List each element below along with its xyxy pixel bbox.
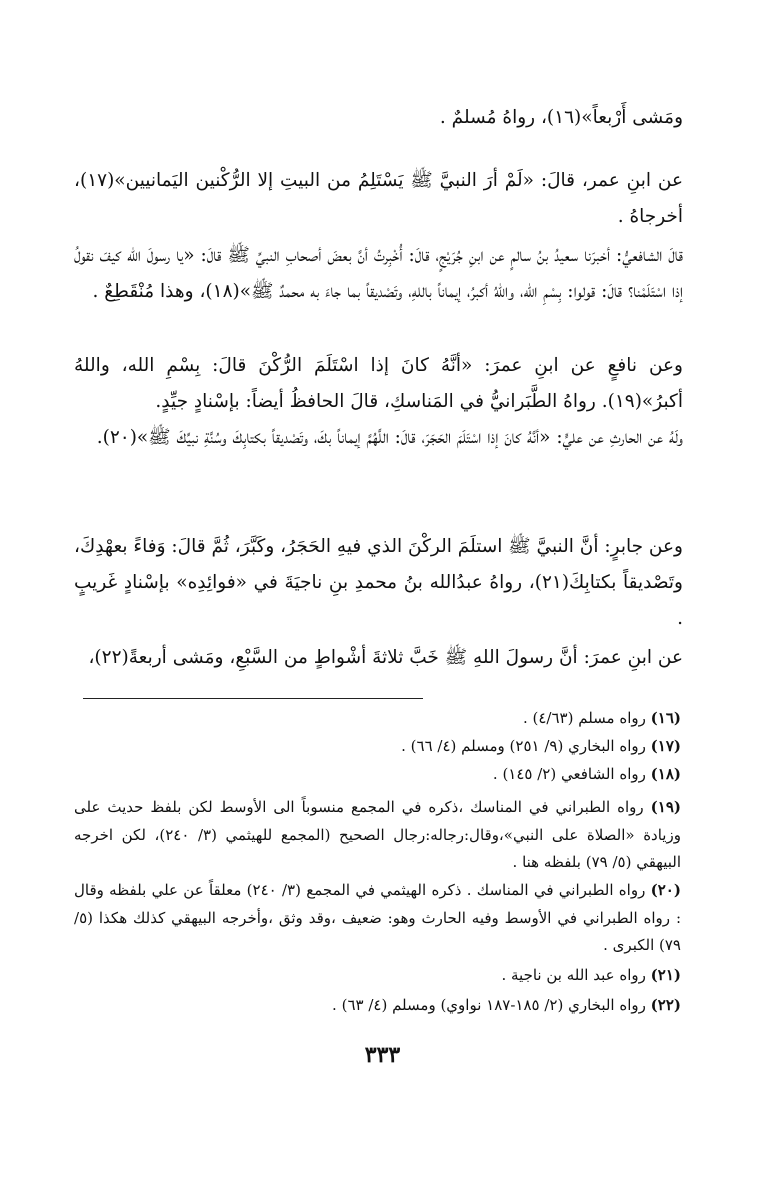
paragraph-ibn-umar-rukn: عن ابنِ عمر، قالَ: «لَمْ أرَ النبيَّ ﷺ يَسْتَلِمُ من البيتِ إلا الرُّكْنين اليَمانيين»(١٧)، أخرجاهُ . — [74, 170, 683, 227]
paragraph-jabir-report: وعن جابرٍ: أنَّ النبيَّ ﷺ استلَمَ الركْنَ الذي فيهِ الحَجَرُ، وكَبَّرَ، ثُمَّ قالَ: وَفاءً بعهْدِكَ، وتَصْديقاً بكتابِكَ(٢١)، رواهُ عبدُالله بنُ محمدِ بنِ ناجيَةَ في «فوائِدِه» بإسْنادٍ غَريبٍ . — [74, 536, 683, 629]
footnote-22 — [74, 992, 681, 1020]
paragraph-nafi-report: وعن نافعٍ عن ابنِ عمرَ: «أنَّهُ كانَ إذا اسْتَلَمَ الرُّكْنَ قالَ: بِسْمِ الله، واللهُ أكبرُ»(١٩). رواهُ الطَّبَرانيُّ في المَناسكِ، قالَ الحافظُ أيضاً: بإسْنادٍ جيِّدٍ. — [74, 355, 683, 412]
footnote-20 — [74, 877, 681, 960]
footnote-18 — [74, 761, 681, 789]
footnote-text: رواه البخاري (٢/ ١٨٥-١٨٧ نواوي) ومسلم (٤/ ٦٣) . — [332, 996, 646, 1014]
paragraph-opening-fragment: ومَشى أَرْبعاً»(١٦)، رواهُ مُسلمٌ . — [439, 107, 683, 128]
footnote-number: (١٩) — [650, 798, 681, 816]
footnote-number: (٢٢) — [650, 996, 681, 1014]
paragraph-harith-ali: ولَهُ عن الحارثِ عن عليٍّ: «أنَّهُ كانَ إذا اسْتَلَمَ الحَجَرَ، قالَ: اللَّهُمَّ إيماناً بكَ، وتَصْديقاً بكتابِكَ وسُنَّةِ نبيِّكَ ﷺ»(٢٠). — [96, 427, 683, 448]
footnote-text: رواه البخاري (٩/ ٢٥١) ومسلم (٤/ ٦٦) . — [401, 737, 646, 755]
footnote-text: رواه الطبراني في المناسك ،ذكره في المجمع منسوباً الى الأوسط لكن بلفظ حديث على وزيادة «الصلاة على النبي»،وقال:رجاله:رجال الصحيح (المجمع للهيثمي (٣/ ٢٤٠)، لكن اخرجه البيهقي (٥/ ٧٩) بلفظه هنا . — [74, 798, 681, 871]
footnote-number: (٢١) — [650, 966, 681, 984]
footnote-separator — [83, 698, 423, 699]
footnote-19 — [74, 794, 681, 877]
footnote-number: (١٧) — [650, 737, 681, 755]
footnote-16 — [74, 705, 681, 733]
footnote-number: (٢٠) — [650, 881, 681, 899]
page-number: ٣٣٣ — [364, 1042, 401, 1068]
footnote-number: (١٨) — [650, 765, 681, 783]
footnote-number: (١٦) — [650, 709, 681, 727]
footnote-17 — [74, 733, 681, 761]
paragraph-shafii-report: قالَ الشافعيُّ: أخبرَنا سعيدُ بنُ سالمٍ عن ابنِ جُرَيْجٍ، قالَ: أُخْبِرتُ أنَّ بعضَ أصحابِ النبيِّ ﷺ قالَ: «يا رسولَ الله كيفَ نقولُ إذا اسْتَلَمْنا؟ قالَ: قولوا: بِسْمِ الله، واللهُ أكبرُ، إيماناً باللهِ، وتَصْديقاً بما جاءَ به محمدٌ ﷺ»(١٨)، وهذا مُنْقَطِعٌ . — [74, 245, 683, 302]
footnote-21 — [74, 962, 681, 990]
paragraph-ibn-umar-khabab: عن ابنِ عمرَ: أنَّ رسولَ اللهِ ﷺ خَبَّ ثلاثةَ أشْواطٍ من السَّبْعِ، ومَشى أربعةً(٢٢)، — [88, 647, 683, 668]
footnote-text: رواه عبد الله بن ناجية . — [501, 966, 646, 984]
footnote-text: رواه مسلم (٤/٦٣) . — [522, 709, 646, 727]
footnote-text: رواه الطبراني في المناسك . ذكره الهيثمي في المجمع (٣/ ٢٤٠) معلقاً عن علي بلفظه وقال : رواه الطبراني في الأوسط وفيه الحارث وهو: ضعيف ،وقد وثق ،وأخرجه البيهقي كذلك هكذا (٥/ ٧٩) الكبرى . — [74, 881, 681, 954]
footnote-text: رواه الشافعي (٢/ ١٤٥) . — [492, 765, 646, 783]
